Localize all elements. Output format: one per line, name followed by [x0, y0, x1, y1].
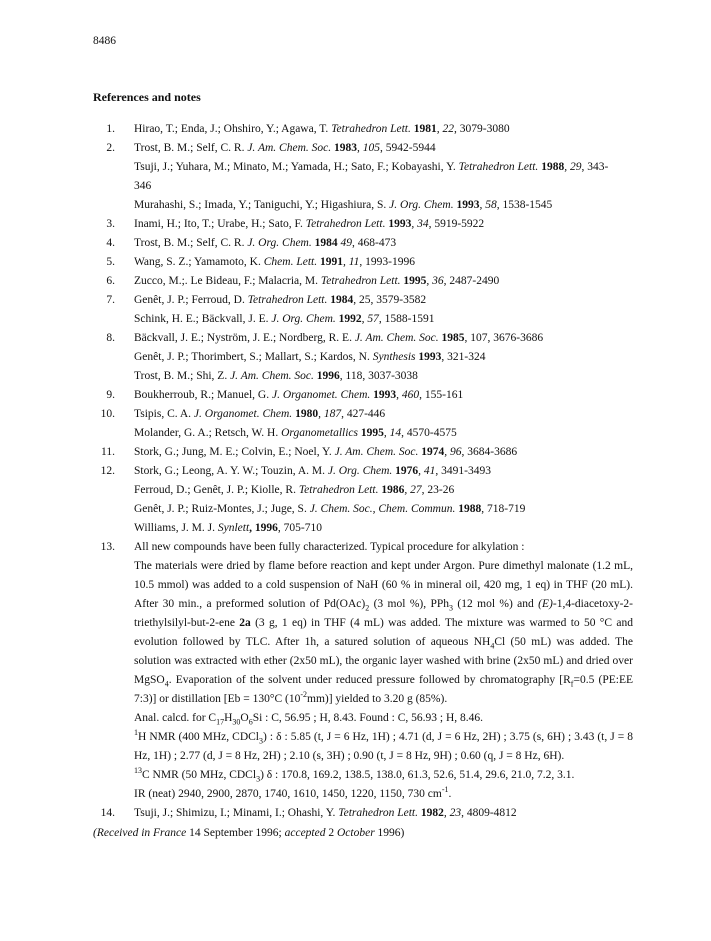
note-fragment: 1: [134, 728, 138, 738]
ref-volume: , 57: [361, 313, 379, 325]
ref-authors: Ferroud, D.; Genêt, J. P.; Kiolle, R.: [134, 484, 299, 496]
ref-volume: , 41: [418, 465, 436, 477]
ref-journal: Tetrahedron Lett.: [338, 807, 418, 819]
ref-volume: , 14: [383, 427, 402, 439]
note-fragment: 13: [134, 766, 142, 776]
carbon-nmr: [93, 766, 633, 785]
note-fragment: .: [448, 788, 452, 800]
ref-pages: , 1993-1996: [359, 256, 415, 268]
ref-pages: , 5942-5944: [380, 142, 436, 154]
ref-pages: , 718-719: [481, 503, 526, 515]
reference-number: 4.: [106, 237, 115, 249]
reference-line: [93, 234, 633, 253]
note-fragment: 3: [256, 774, 261, 784]
reference-line: [93, 272, 633, 291]
reference-number: 5.: [106, 256, 115, 268]
note-fragment: 4: [164, 679, 169, 689]
ref-pages: , 1588-1591: [378, 313, 435, 325]
note-fragment: 4: [490, 641, 495, 651]
note-fragment: ) : δ : 5.85 (t, J = 6 Hz, 1H) ; 4.71 (d, J = 6 Hz, 2H) ; 3.75 (s, 6H) ; 3.43 (t, J = 8 Hz, 1H) ; 2.77 (d, J = 8 Hz, 2H) ; 2.10 (s, 3H) ; 0.90 (t, J = 8 Hz, 9H) ; 0.60 (q, J = 8 Hz, 6H).: [134, 731, 634, 762]
ref-pages: , 705-710: [277, 522, 323, 534]
note-fragment: 30: [232, 717, 241, 727]
reference-number: 2.: [106, 142, 115, 154]
ref-journal: Tetrahedron Lett.: [458, 161, 539, 173]
proton-nmr: [93, 728, 633, 766]
ref-volume: , 96: [444, 446, 462, 458]
note-fragment: 6: [248, 717, 253, 727]
section-heading: References and notes: [93, 90, 201, 104]
reference-number: 10.: [100, 408, 115, 420]
note-fragment: -1: [441, 785, 449, 795]
reference-line: [93, 500, 633, 519]
ref-journal: J. Org. Chem.: [271, 313, 336, 325]
ref-volume: , 34: [411, 218, 429, 230]
ref-journal: J. Org. Chem.: [247, 237, 312, 249]
note-fragment: 17: [216, 717, 225, 727]
ref-year: 1988: [455, 503, 482, 515]
reference-number: 14.: [100, 807, 115, 819]
received-label: (Received in France: [93, 827, 187, 839]
note-fragment: Si : C, 56.95 ; H, 8.43. Found : C, 56.93 ; H, 8.46.: [252, 712, 484, 724]
note-fragment: H NMR (400 MHz, CDCl: [138, 731, 260, 743]
reference-line: [93, 177, 633, 196]
reference-line: [93, 462, 633, 481]
ref-volume: , 29: [564, 161, 582, 173]
ref-pages: , 25, 3579-3582: [353, 294, 427, 306]
ref-journal: Tetrahedron Lett.: [320, 275, 401, 287]
ref-pages: , 4809-4812: [461, 807, 517, 819]
reference-number: 3.: [106, 218, 115, 230]
ref-pages: , 23-26: [421, 484, 455, 496]
ref-journal: Tetrahedron Lett.: [298, 484, 379, 496]
ref-authors: Tsuji, J.; Shimizu, I.; Minami, I.; Ohashi, Y.: [134, 807, 339, 819]
note-fragment: (12 mol %) and: [453, 598, 539, 610]
ref-authors: Williams, J. M. J.: [134, 522, 218, 534]
ref-authors: Trost, B. M.; Self, C. R.: [134, 237, 248, 249]
ref-year: 1995: [358, 427, 384, 439]
note-fragment: H: [224, 712, 233, 724]
reference-line: [93, 310, 633, 329]
reference-line: [93, 367, 633, 386]
ref-pages: , 343-: [581, 161, 609, 173]
ref-pages: , 3491-3493: [435, 465, 492, 477]
ref-authors: Stork, G.; Jung, M. E.; Colvin, E.; Noel, Y.: [134, 446, 335, 458]
ref-year: 1984: [327, 294, 354, 306]
note-fragment: 2: [365, 603, 370, 613]
accepted-label: accepted: [284, 827, 326, 839]
ref-journal: J. Am. Chem. Soc.: [247, 142, 332, 154]
received-date: 14 September 1996;: [186, 827, 285, 839]
reference-line: [93, 139, 633, 158]
ref-journal: J. Org. Chem.: [327, 465, 393, 477]
ref-year: 1993: [385, 218, 412, 230]
ref-volume: , 23: [443, 807, 462, 819]
reference-line: [93, 120, 633, 139]
ref-pages: , 321-324: [441, 351, 486, 363]
reference-line: [93, 804, 633, 823]
note-fragment: O: [240, 712, 249, 724]
ref-year: 1985: [438, 332, 465, 344]
note-fragment: =0.5 (PE:EE 7:3)] or distillation [Eb = 130°C (10: [134, 674, 634, 705]
ref-year: 1974: [418, 446, 445, 458]
ref-pages: , 1538-1545: [496, 199, 553, 211]
note-fragment: ) δ : 170.8, 169.2, 138.5, 138.0, 61.3, 52.6, 51.4, 29.6, 21.0, 7.2, 3.1.: [260, 769, 575, 781]
ref-journal: J. Organomet. Chem.: [271, 389, 371, 401]
note-fragment: C NMR (50 MHz, CDCl: [142, 769, 257, 781]
ref-year: 1980: [292, 408, 319, 420]
ref-journal: Chem. Lett.: [263, 256, 318, 268]
reference-line: [93, 215, 633, 234]
ref-volume: , 58: [479, 199, 497, 211]
reference-list: [93, 120, 633, 823]
ref-journal: J. Organomet. Chem.: [193, 408, 293, 420]
ref-pages: , 3079-3080: [453, 123, 510, 135]
note-fragment: . Evaporation of the solvent under reduced pressure followed by chromatography [R: [168, 674, 571, 686]
ref-journal: J. Org. Chem.: [389, 199, 454, 211]
note-fragment: -1,4-diacetoxy-2-triethylsilyl-but-2-ene: [134, 598, 634, 629]
ref-journal: Synthesis: [372, 351, 416, 363]
ref-authors: Genêt, J. P.; Ferroud, D.: [134, 294, 248, 306]
ref-pages: , 118, 3037-3038: [339, 370, 418, 382]
ref-authors: 346: [134, 180, 152, 192]
ref-year: 1988: [538, 161, 565, 173]
note-fragment: 3: [259, 736, 264, 746]
received-dates: [93, 827, 404, 839]
ref-authors: Boukherroub, R.; Manuel, G.: [134, 389, 272, 401]
ref-authors: Inami, H.; Ito, T.; Urabe, H.; Sato, F.: [134, 218, 306, 230]
reference-line: [93, 291, 633, 310]
ref-year: 1986: [378, 484, 405, 496]
note-fragment: IR (neat) 2940, 2900, 2870, 1740, 1610, 1450, 1220, 1150, 730 cm: [134, 788, 442, 800]
ref-year: , 1996: [249, 522, 278, 534]
note-fragment: 2a: [239, 617, 251, 629]
ref-journal: Synlett: [217, 522, 250, 534]
ref-journal: Organometallics: [281, 427, 358, 439]
ref-authors: Tsipis, C. A.: [134, 408, 194, 420]
ref-year: 1981: [410, 123, 437, 135]
note-fragment: (E): [538, 598, 553, 610]
ref-volume: , 36: [426, 275, 444, 287]
ref-journal: J. Chem. Soc., Chem. Commun.: [309, 503, 456, 515]
reference-number: 9.: [106, 389, 115, 401]
ref-volume: , 27: [404, 484, 422, 496]
note-fragment: The materials were dried by flame before reaction and kept under Argon. Pure dimethyl malonate (1.2 mL, 10.5 mmol) was added to a cold suspension of NaH (60 % in mineral oil, 420 mg, 1 eq) in THF (20 mL). After 30 min., a preformed solution of Pd(OAc): [134, 560, 633, 610]
ref-volume: , 460: [396, 389, 420, 401]
ref-authors: Schink, H. E.; Bäckvall, J. E.: [134, 313, 272, 325]
note-fragment: -2: [300, 690, 307, 700]
ref-volume: , 187: [318, 408, 342, 420]
reference-line: [93, 405, 633, 424]
ref-year: 1991: [317, 256, 343, 268]
reference-number: 13.: [100, 541, 115, 553]
note-fragment: (3 mol %), PPh: [369, 598, 450, 610]
ref-authors: Murahashi, S.; Imada, Y.; Taniguchi, Y.; Higashiura, S.: [134, 199, 390, 211]
reference-line: [93, 424, 633, 443]
ref-journal: J. Am. Chem. Soc.: [354, 332, 439, 344]
note-text: All new compounds have been fully characterized. Typical procedure for alkylation :: [134, 541, 525, 553]
ref-volume: , 11: [342, 256, 360, 268]
note-fragment: mm)] yielded to 3.20 g (85%).: [307, 693, 448, 705]
ref-year: 1992: [335, 313, 362, 325]
ref-pages: , 468-473: [352, 237, 397, 249]
reference-line: [93, 348, 633, 367]
ref-authors: Genêt, J. P.; Ruiz-Montes, J.; Juge, S.: [134, 503, 310, 515]
note-fragment: Cl (50 mL) was added. The solution was extracted with ether (2x50 mL), the organic layer washed with brine (2x50 mL) and dried over MgSO: [134, 636, 633, 686]
reference-number: 11.: [101, 446, 115, 458]
ref-year: 1993: [370, 389, 397, 401]
note-fragment: 3: [449, 603, 454, 613]
reference-number: 7.: [106, 294, 115, 306]
ref-year: 1995: [400, 275, 427, 287]
page-number: 8486: [93, 35, 116, 47]
reference-line: [93, 386, 633, 405]
ref-volume: , 105: [357, 142, 380, 154]
note-13-intro: [93, 538, 633, 557]
ref-volume: , 22: [436, 123, 454, 135]
reference-number: 8.: [106, 332, 115, 344]
ref-authors: Genêt, J. P.; Thorimbert, S.; Mallart, S.; Kardos, N.: [134, 351, 373, 363]
ref-volume: 49: [337, 237, 352, 249]
reference-line: [93, 158, 633, 177]
ref-journal: Tetrahedron Lett.: [305, 218, 386, 230]
ref-authors: Bäckvall, J. E.; Nyström, J. E.; Nordberg, R. E.: [134, 332, 355, 344]
ref-authors: Zucco, M.;. Le Bideau, F.; Malacria, M.: [134, 275, 321, 287]
ref-journal: Tetrahedron Lett.: [331, 123, 411, 135]
reference-number: 1.: [106, 123, 115, 135]
ref-authors: Molander, G. A.; Retsch, W. H.: [134, 427, 282, 439]
accepted-year: 1996): [374, 827, 405, 839]
reference-number: 6.: [106, 275, 115, 287]
ref-year: 1993: [453, 199, 480, 211]
ref-pages: , 4570-4575: [401, 427, 457, 439]
ref-year: 1993: [415, 351, 442, 363]
ref-authors: Trost, B. M.; Self, C. R.: [134, 142, 248, 154]
reference-line: [93, 443, 633, 462]
ir-data: [93, 785, 633, 804]
ref-year: 1984: [311, 237, 338, 249]
note-fragment: Anal. calcd. for C: [134, 712, 217, 724]
ref-authors: Hirao, T.; Enda, J.; Ohshiro, Y.; Agawa, T.: [134, 123, 332, 135]
ref-pages: , 5919-5922: [428, 218, 485, 230]
procedure-paragraph: [93, 557, 633, 709]
ref-year: 1982: [417, 807, 444, 819]
ref-authors: Tsuji, J.; Yuhara, M.; Minato, M.; Yamada, H.; Sato, F.; Kobayashi, Y.: [134, 161, 459, 173]
ref-pages: , 155-161: [419, 389, 464, 401]
ref-pages: , 3684-3686: [461, 446, 518, 458]
elemental-analysis: [93, 709, 633, 728]
reference-number: 12.: [100, 465, 115, 477]
ref-pages: , 427-446: [341, 408, 386, 420]
ref-authors: Wang, S. Z.; Yamamoto, K.: [134, 256, 264, 268]
reference-line: [93, 196, 633, 215]
ref-authors: Stork, G.; Leong, A. Y. W.; Touzin, A. M.: [134, 465, 328, 477]
ref-authors: Trost, B. M.; Shi, Z.: [134, 370, 231, 382]
reference-line: [93, 253, 633, 272]
reference-line: [93, 519, 633, 538]
note-fragment: (3 g, 1 eq) in THF (4 mL) was added. The mixture was warmed to 50 °C and evolution followed by TLC. After 1h, a satured solution of aqueous NH: [134, 617, 633, 648]
ref-journal: J. Am. Chem. Soc.: [230, 370, 314, 382]
reference-line: [93, 481, 633, 500]
ref-journal: J. Am. Chem. Soc.: [334, 446, 419, 458]
ref-year: 1996: [313, 370, 340, 382]
accepted-month: October: [336, 827, 375, 839]
ref-year: 1983: [331, 142, 357, 154]
ref-pages: , 2487-2490: [443, 275, 500, 287]
note-fragment: f: [570, 679, 574, 689]
ref-journal: Tetrahedron Lett.: [247, 294, 328, 306]
ref-pages: , 107, 3676-3686: [464, 332, 544, 344]
ref-year: 1976: [392, 465, 419, 477]
accepted-day: 2: [325, 827, 337, 839]
reference-line: [93, 329, 633, 348]
